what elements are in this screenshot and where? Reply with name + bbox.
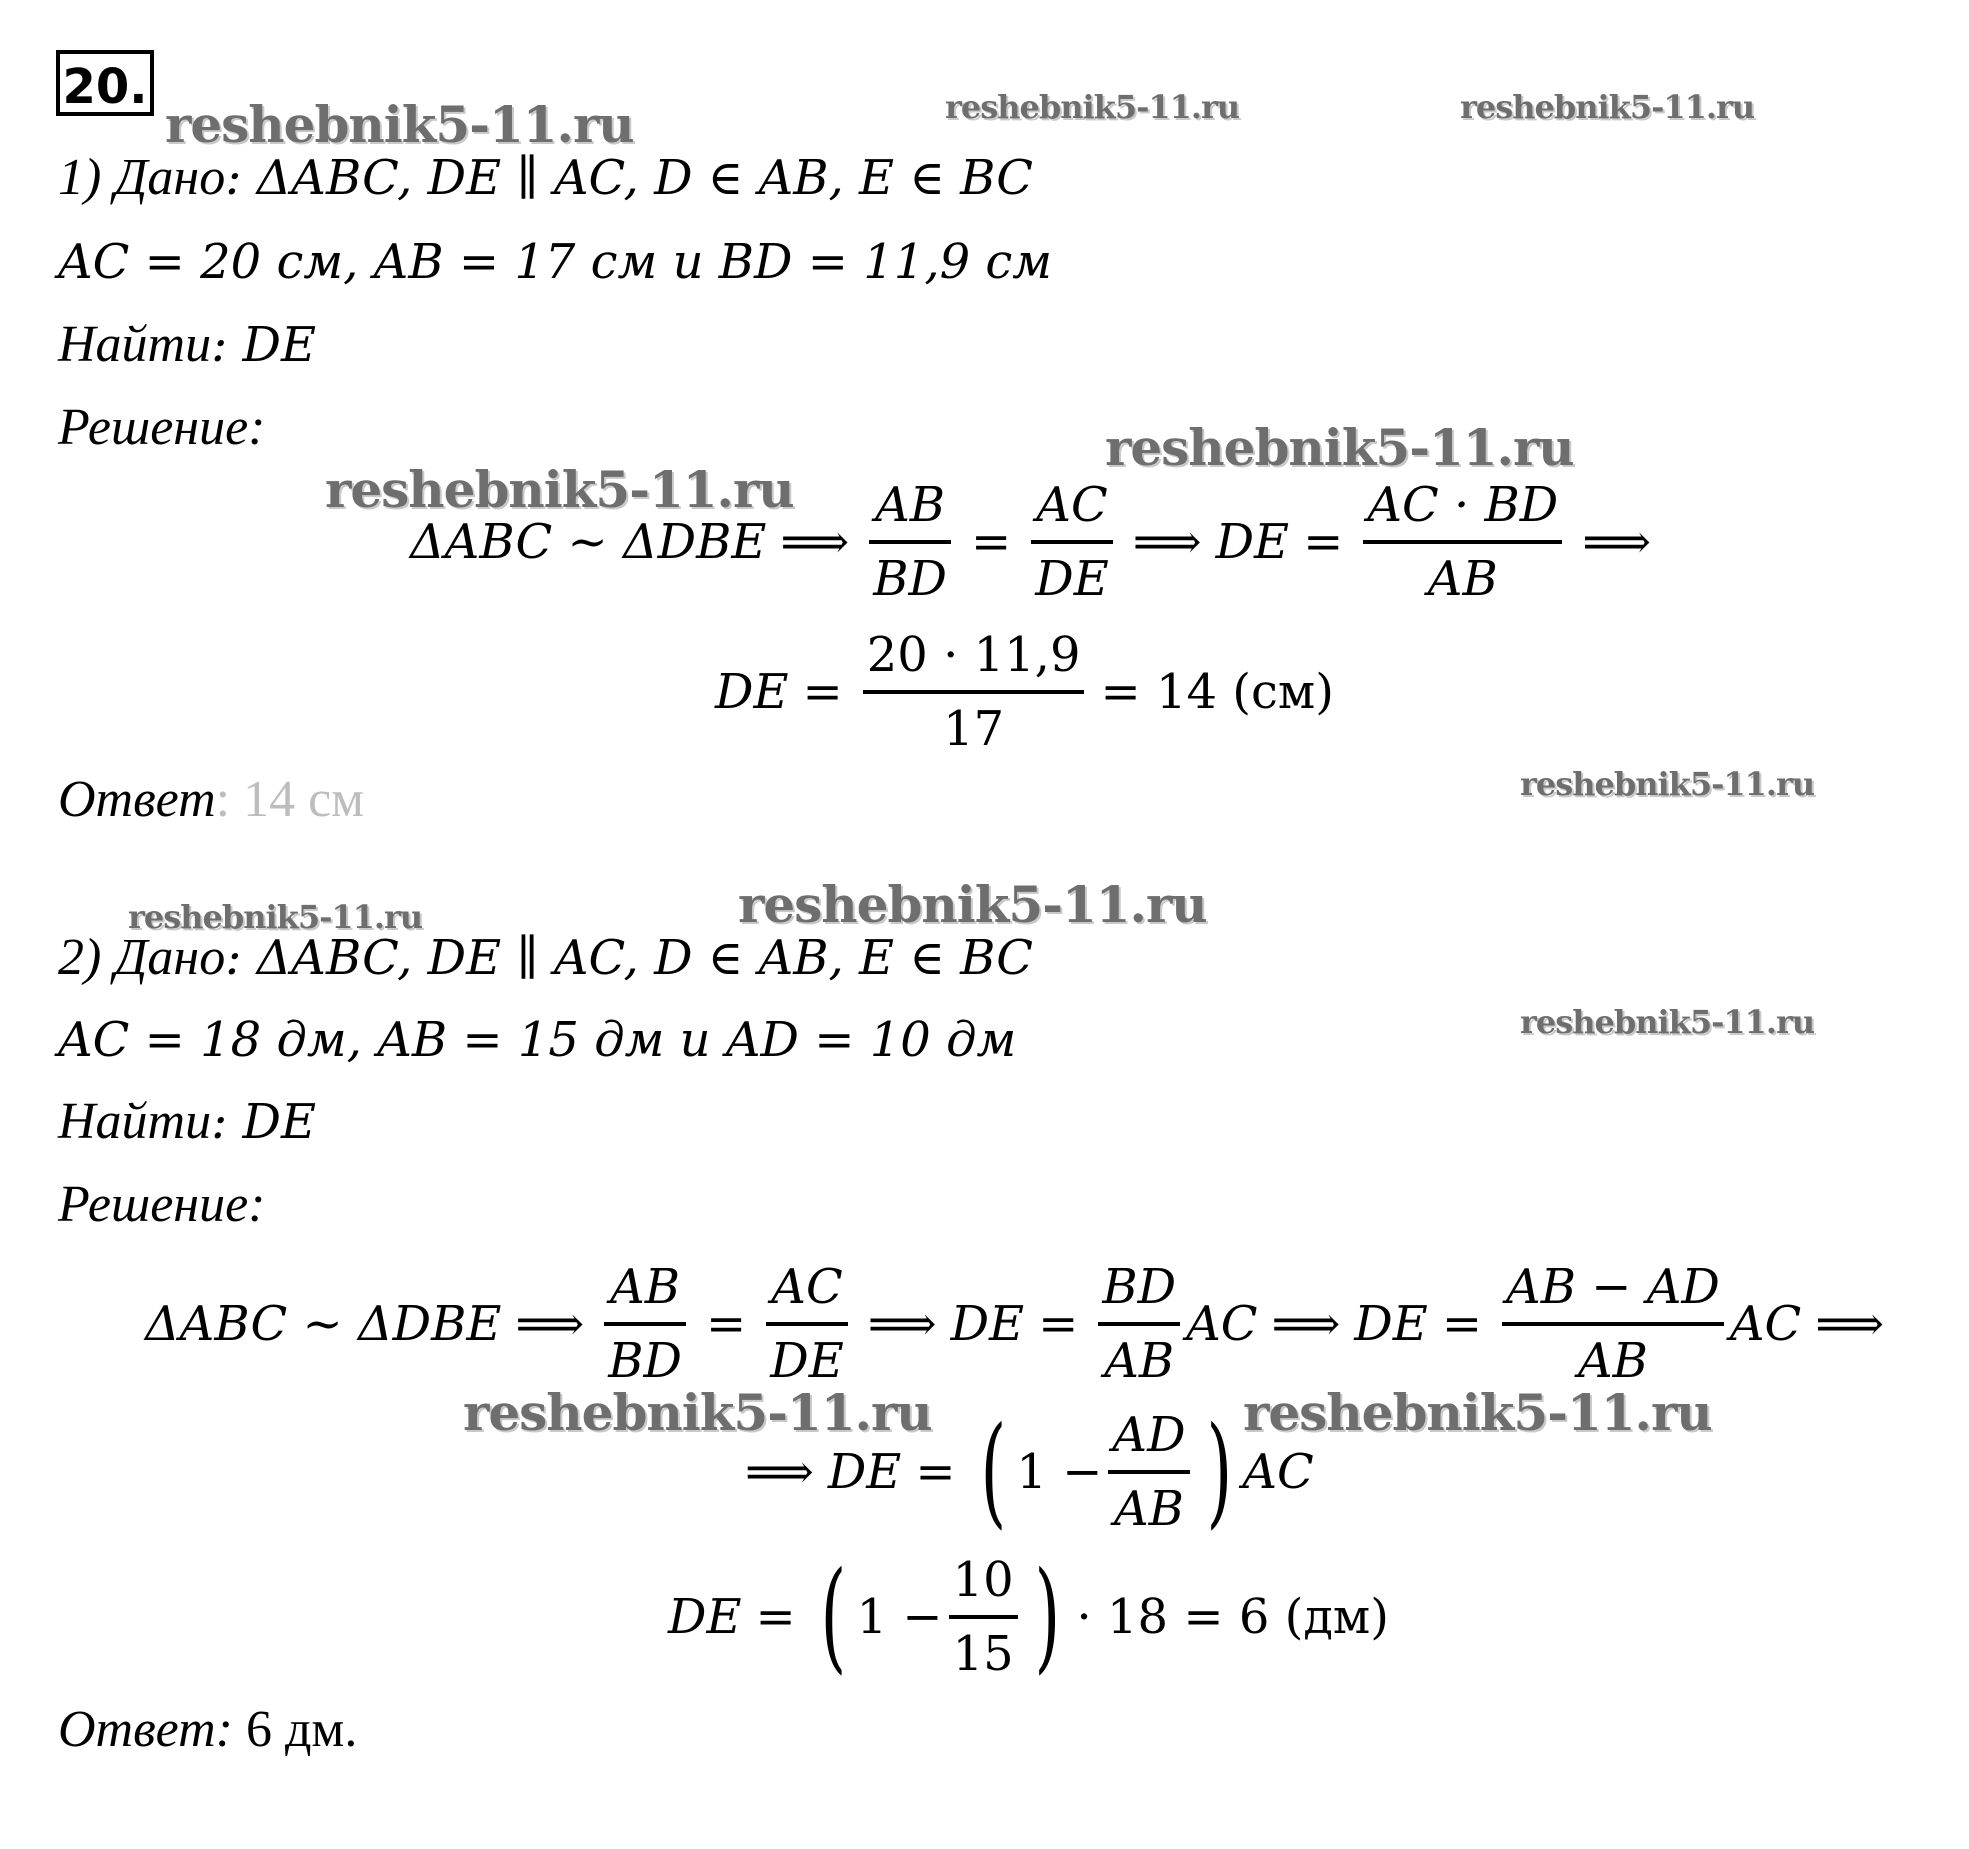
part1-given [58, 148, 1033, 208]
part2-find-expr: : DE [211, 1094, 317, 1150]
part1-find-label: Найти [58, 316, 212, 373]
part1-find [58, 315, 316, 375]
eq-term: 1 − [856, 1589, 943, 1645]
eq-lhs: ΔABC ~ ΔDBE [145, 1296, 502, 1352]
eq-term: AC [1186, 1296, 1258, 1352]
fraction: $\frac{10}{15}$ [949, 1545, 1018, 1689]
watermark: reshebnik5-11.ru [463, 1383, 932, 1442]
eq-term: DE [950, 1296, 1025, 1352]
part1-equation-1: ΔABC ~ ΔDBE ⟹ $\frac{AB}{BD}$ = $\frac{AC}{DE}$ ⟹ DE = $\frac{AC \cdot BD}{AB}$ ⟹ [410, 470, 1665, 614]
part2-given [58, 928, 1033, 988]
part1-answer-label: Ответ [58, 771, 216, 828]
part2-equation-1: ΔABC ~ ΔDBE ⟹ $\frac{AB}{BD}$ = $\frac{AC}{DE}$ ⟹ DE = $\frac{BD}{AB}$ AC ⟹ DE = $\frac{AB - AD}{AB}$ AC ⟹ [145, 1252, 1898, 1396]
part2-answer [58, 1700, 357, 1760]
part1-answer [58, 770, 364, 830]
eq-term: DE [1354, 1296, 1428, 1352]
watermark: reshebnik5-11.ru [325, 460, 794, 519]
watermark: reshebnik5-11.ru [165, 95, 634, 154]
fraction: $\frac{AB}{BD}$ [869, 470, 951, 614]
part2-equation-3: DE = ( 1 − $\frac{10}{15}$ ) · 18 = 6 (дм) [668, 1545, 1389, 1689]
eq-lhs: DE [668, 1589, 742, 1645]
fraction: $\frac{BD}{AB}$ [1098, 1252, 1180, 1396]
part1-answer-value: : 14 см [215, 771, 365, 828]
eq-lhs: ΔABC ~ ΔDBE [410, 514, 767, 570]
part1-find-expr: : DE [211, 317, 317, 373]
watermark: reshebnik5-11.ru [945, 88, 1240, 126]
part2-solution-label: Решение: [58, 1176, 266, 1233]
part1-values: AC = 20 см, AB = 17 см и BD = 11,9 см [58, 234, 1053, 290]
eq-rhs: = 14 (см) [1100, 664, 1334, 720]
fraction: $\frac{20 \cdot 11,9}{17}$ [863, 620, 1085, 764]
fraction: $\frac{AC}{DE}$ [1031, 470, 1113, 614]
watermark: reshebnik5-11.ru [1520, 1003, 1815, 1041]
eq-lhs: DE [827, 1444, 902, 1500]
part1-given-label: 1) Дано [58, 149, 226, 206]
watermark: reshebnik5-11.ru [128, 898, 423, 936]
fraction: $\frac{AD}{AB}$ [1108, 1400, 1189, 1544]
watermark: reshebnik5-11.ru [1520, 765, 1815, 803]
part2-values: AC = 18 дм, AB = 15 дм и AD = 10 дм [58, 1012, 1017, 1068]
part2-answer-value: 6 дм. [232, 1701, 358, 1758]
eq-lhs: DE [715, 664, 789, 720]
watermark: reshebnik5-11.ru [1460, 88, 1755, 126]
part1-equation-2: DE = $\frac{20 \cdot 11,9}{17}$ = 14 (см) [715, 620, 1334, 764]
watermark: reshebnik5-11.ru [1105, 418, 1574, 477]
eq-term: AC [1242, 1444, 1314, 1500]
eq-term: AC [1729, 1296, 1802, 1352]
fraction: $\frac{AC \cdot BD}{AB}$ [1363, 470, 1562, 614]
eq-rhs: · 18 = 6 (дм) [1076, 1589, 1389, 1645]
watermark: reshebnik5-11.ru [1243, 1383, 1712, 1442]
watermark: reshebnik5-11.ru [738, 875, 1207, 934]
eq-term: 1 − [1016, 1444, 1103, 1500]
eq-term: DE [1215, 514, 1290, 570]
part2-find-label: Найти [58, 1093, 212, 1150]
part2-given-expr: : ΔABC, DE ∥ AC, D ∈ AB, E ∈ BC [225, 930, 1034, 986]
part2-equation-2: ⟹ DE = ( 1 − $\frac{AD}{AB}$ ) AC [745, 1400, 1314, 1544]
fraction: $\frac{AC}{DE}$ [766, 1252, 848, 1396]
fraction: $\frac{AB}{BD}$ [604, 1252, 686, 1396]
fraction: $\frac{AB - AD}{AB}$ [1502, 1252, 1724, 1396]
part2-find [58, 1092, 316, 1152]
part2-answer-label: Ответ: [58, 1701, 233, 1758]
part1-given-expr: : ΔABC, DE ∥ AC, D ∈ AB, E ∈ BC [225, 150, 1034, 206]
part2-given-label: 2) Дано [58, 929, 226, 986]
problem-number: 20. [56, 50, 154, 116]
part1-solution-label: Решение: [58, 399, 266, 456]
